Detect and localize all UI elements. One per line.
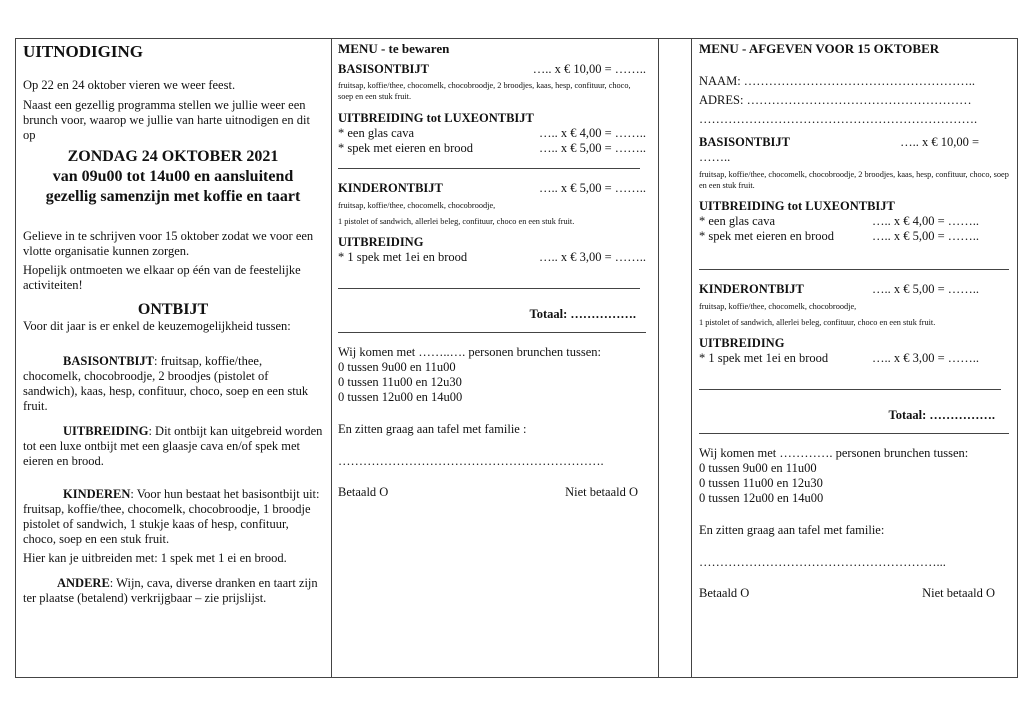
submit-not-paid[interactable]: Niet betaald O [922, 586, 995, 600]
register-note: Gelieve in te schrijven voor 15 oktober zodat we voor een vlotte organisatie kunnen zorgen. [23, 229, 314, 258]
separator [699, 269, 1009, 270]
menu-spek-price: ….. x € 5,00 = …….. [538, 141, 646, 155]
submit-kinder-row [699, 282, 1009, 297]
event-date: ZONDAG 24 OKTOBER 2021 [67, 148, 279, 165]
basis-label: BASISONTBIJT [63, 354, 155, 368]
basis-text: : fruitsap, koffie/thee, chocomelk, chocobroodje, 2 broodjes (pistolet of sandwich), kaas, hesp, confituur, choco, soep en een stuk fruit. [23, 354, 309, 413]
submit-kinder-price: ….. x € 5,00 = …….. [871, 282, 979, 296]
menu-spek-row [338, 141, 646, 156]
andere-label: ANDERE [57, 576, 110, 590]
menu-spek-label: * spek met eieren en brood [338, 141, 474, 155]
submit-cava-price: ….. x € 4,00 = …….. [871, 214, 979, 228]
menu-kinder-label: KINDERONTBIJT [338, 181, 443, 195]
separator [699, 389, 1001, 390]
ontbijt-intro: Voor dit jaar is er enkel de keuzemogelijkheid tussen: [23, 319, 291, 333]
menu-slot-3[interactable]: 0 tussen 12u00 en 14u00 [338, 390, 463, 404]
submit-kinder-label: KINDERONTBIJT [699, 282, 804, 296]
submit-lux-heading: UITBREIDING tot LUXEONTBIJT [699, 199, 895, 213]
menu-familie-dots[interactable]: ………………………………………………………. [338, 454, 604, 468]
menu-basis-label: BASISONTBIJT [338, 62, 430, 76]
kinderen-description [23, 487, 323, 547]
menu-cava-label: * een glas cava [338, 126, 415, 140]
submit-kinder-desc-1: fruitsap, koffie/thee, chocomelk, chocobroodje, [699, 302, 857, 311]
menu-persons: Wij komen met ……..…. personen brunchen tussen: [338, 345, 601, 359]
submit-basis-price-2: …….. [699, 150, 731, 164]
uitbreiding-description [23, 424, 323, 469]
address-field-2[interactable]: …………………………………………………………. [699, 112, 978, 126]
submit-uitb-price: ….. x € 3,00 = …….. [871, 351, 979, 365]
event-note: gezellig samenzijn met koffie en taart [45, 188, 301, 205]
menu-slot-1[interactable]: 0 tussen 9u00 en 11u00 [338, 360, 456, 374]
menu-uitb-item: * 1 spek met 1ei en brood [338, 250, 468, 264]
menu-slot-2[interactable]: 0 tussen 11u00 en 12u30 [338, 375, 462, 389]
submit-basis-price: ….. x € 10,00 = [900, 135, 979, 149]
separator [338, 288, 640, 289]
andere-description [23, 576, 323, 606]
menu-cava-price: ….. x € 4,00 = …….. [538, 126, 646, 140]
submit-uitb-heading: UITBREIDING [699, 336, 785, 350]
menu-lux-heading: UITBREIDING tot LUXEONTBIJT [338, 111, 534, 125]
hope-note: Hopelijk ontmoeten we elkaar op één van de feestelijke activiteiten! [23, 263, 301, 292]
menu-uitb-heading: UITBREIDING [338, 235, 424, 249]
submit-spek-label: * spek met eieren en brood [699, 229, 835, 243]
submit-slot-3[interactable]: 0 tussen 12u00 en 14u00 [699, 491, 824, 505]
kinderen-text: : Voor hun bestaat het basisontbijt uit: fruitsap, koffie/thee, chocomelk, chocobroodje, 1 broodje pistolet of sandwich, 1 stukje kaas of hesp, confituur, choco, soep en een stuk fruit. [23, 487, 320, 546]
invitation-title: UITNODIGING [23, 42, 143, 61]
name-field[interactable]: NAAM: ……………………………………………….. [699, 74, 976, 88]
intro-line-1: Op 22 en 24 oktober vieren we weer feest. [23, 78, 236, 92]
menu-uitb-row [338, 250, 646, 265]
submit-cava-row [699, 214, 1009, 229]
menu-total: Totaal: ……………. [529, 307, 636, 321]
kinderen-label: KINDEREN [63, 487, 131, 501]
menu-cava-row [338, 126, 646, 141]
submit-familie: En zitten graag aan tafel met familie: [699, 523, 885, 537]
kinderen-extra: Hier kan je uitbreiden met: 1 spek met 1 ei en brood. [23, 551, 287, 565]
submit-spek-row [699, 229, 1009, 244]
menu-paid[interactable]: Betaald O [338, 485, 389, 499]
submit-uitb-item: * 1 spek met 1ei en brood [699, 351, 829, 365]
menu-submit-title: MENU - AFGEVEN VOOR 15 OKTOBER [699, 41, 940, 56]
submit-basis-desc: fruitsap, koffie/thee, chocomelk, chocobroodje, 2 broodjes, kaas, hesp, confituur, choco, soep en een stuk fruit. [699, 170, 1009, 190]
menu-not-paid[interactable]: Niet betaald O [565, 485, 638, 499]
basis-description [23, 354, 323, 414]
address-field[interactable]: ADRES: ……………………………………………… [699, 93, 972, 107]
menu-keep-column [338, 40, 646, 500]
submit-total: Totaal: ……………. [888, 408, 995, 422]
uitbreiding-label: UITBREIDING [63, 424, 149, 438]
divider-1 [331, 38, 332, 678]
menu-kinder-desc-1: fruitsap, koffie/thee, chocomelk, chocobroodje, [338, 201, 496, 210]
menu-submit-column [699, 40, 1009, 601]
event-headline [23, 147, 323, 207]
submit-slot-2[interactable]: 0 tussen 11u00 en 12u30 [699, 476, 823, 490]
submit-spek-price: ….. x € 5,00 = …….. [871, 229, 979, 243]
submit-basis-row [699, 135, 1009, 150]
uitbreiding-text: : Dit ontbijt kan uitgebreid worden tot een luxe ontbijt met een glaasje cava en/of spek met eieren en brood. [23, 424, 323, 468]
menu-kinder-row [338, 181, 646, 196]
submit-basis-label: BASISONTBIJT [699, 135, 791, 149]
menu-basis-price: ….. x € 10,00 = …….. [532, 62, 646, 76]
menu-kinder-price: ….. x € 5,00 = …….. [538, 181, 646, 195]
andere-text: : Wijn, cava, diverse dranken en taart zijn ter plaatse (betalend) verkrijgbaar – zie prijslijst. [23, 576, 318, 605]
invitation-column [23, 40, 323, 606]
submit-persons: Wij komen met …………. personen brunchen tussen: [699, 446, 969, 460]
submit-kinder-desc-2: 1 pistolet of sandwich, allerlei beleg, confituur, choco en een stuk fruit. [699, 318, 936, 327]
separator [338, 332, 646, 333]
submit-cava-label: * een glas cava [699, 214, 776, 228]
menu-kinder-desc-2: 1 pistolet of sandwich, allerlei beleg, confituur, choco en een stuk fruit. [338, 217, 575, 226]
separator [699, 433, 1009, 434]
submit-uitb-row [699, 351, 1009, 366]
submit-paid[interactable]: Betaald O [699, 586, 750, 600]
menu-uitb-price: ….. x € 3,00 = …….. [538, 250, 646, 264]
separator [338, 168, 640, 169]
divider-3 [691, 38, 692, 678]
menu-familie: En zitten graag aan tafel met familie : [338, 422, 527, 436]
event-time: van 09u00 tot 14u00 en aansluitend [52, 168, 294, 185]
submit-slot-1[interactable]: 0 tussen 9u00 en 11u00 [699, 461, 817, 475]
ontbijt-heading: ONTBIJT [137, 301, 209, 318]
submit-paid-row [699, 586, 1009, 601]
submit-familie-dots[interactable]: …………………………………………………... [699, 555, 946, 569]
menu-keep-title: MENU - te bewaren [338, 41, 450, 56]
intro-line-2: Naast een gezellig programma stellen we jullie weer een brunch voor, waarop we jullie van harte uitnodigen en dit op [23, 98, 310, 142]
menu-basis-row [338, 62, 646, 77]
divider-2 [658, 38, 659, 678]
menu-paid-row [338, 485, 646, 500]
menu-basis-desc: fruitsap, koffie/thee, chocomelk, chocobroodje, 2 broodjes, kaas, hesp, confituur, choco, soep en een stuk fruit. [338, 81, 631, 101]
